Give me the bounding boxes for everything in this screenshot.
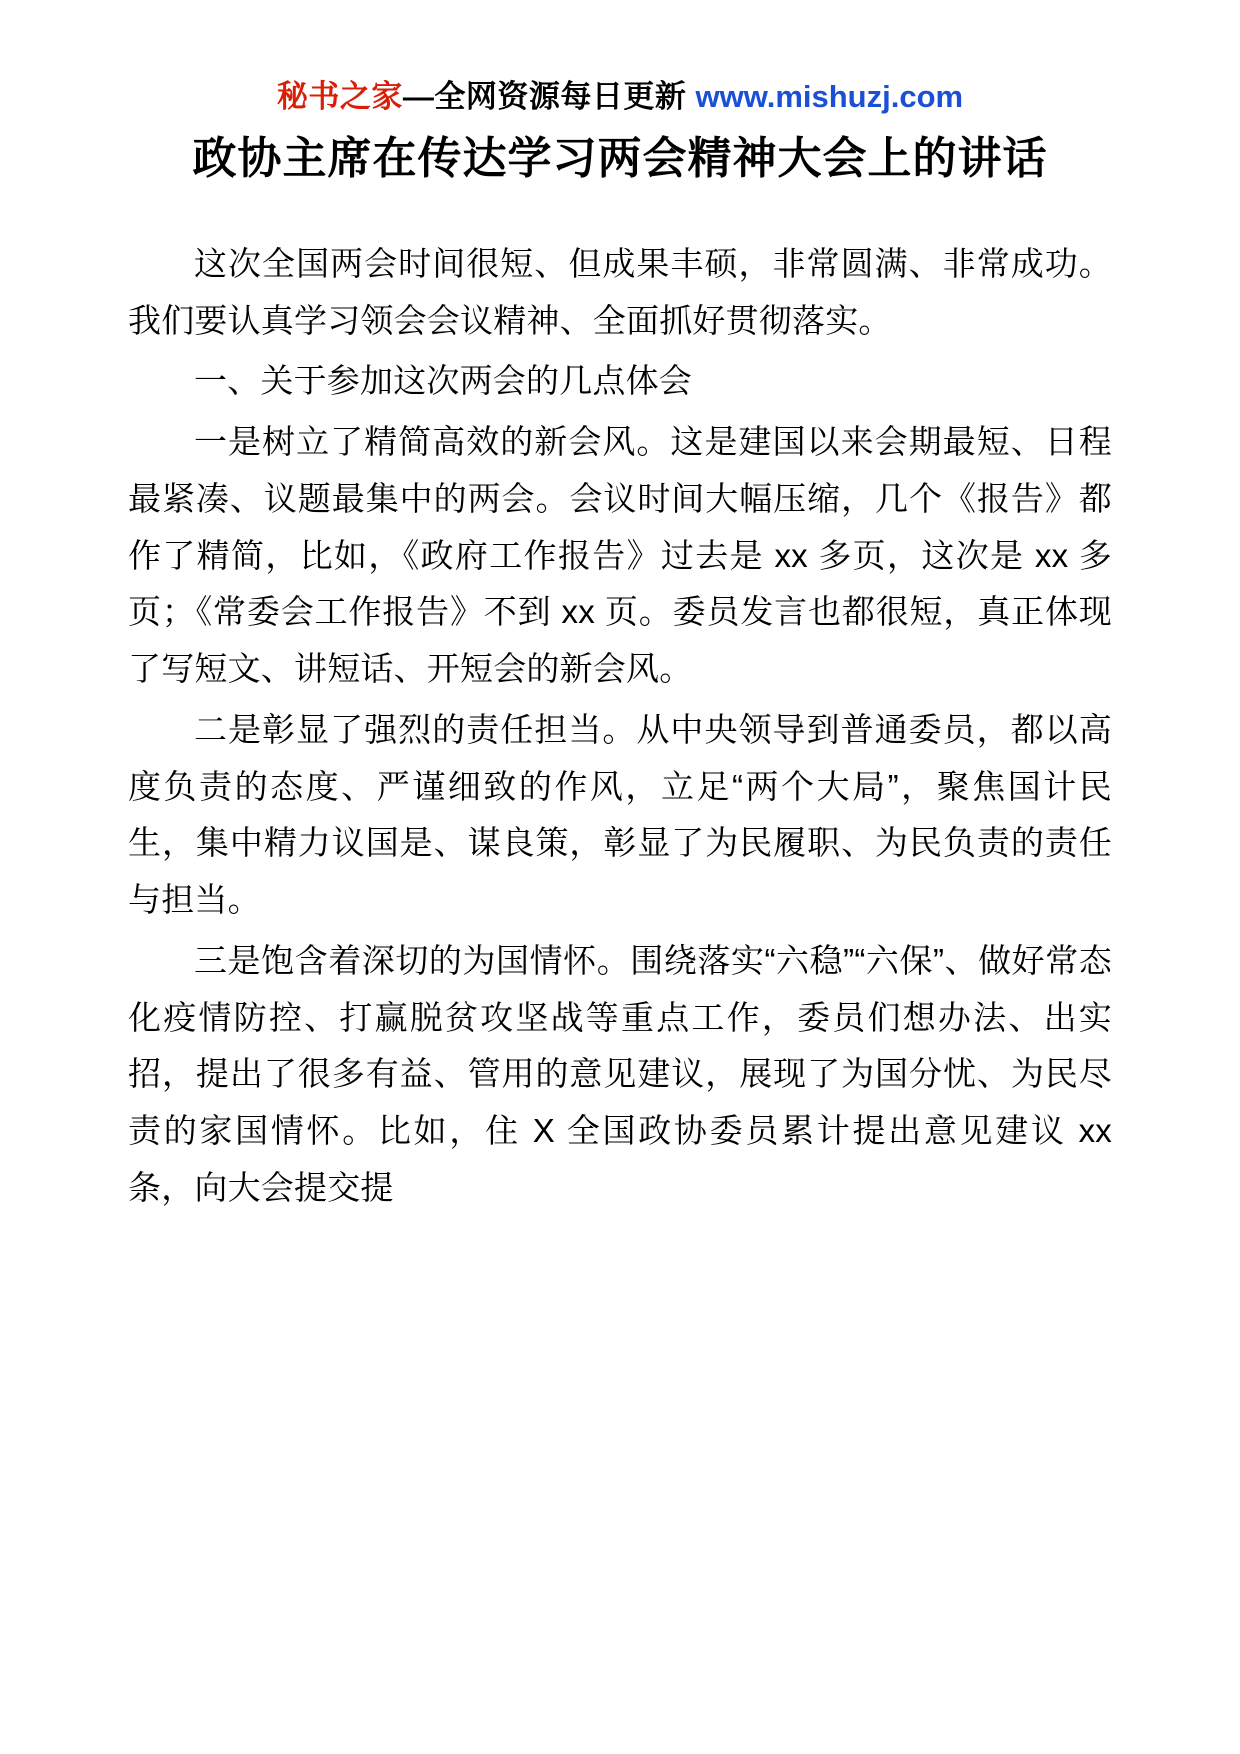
paragraph: 这次全国两会时间很短、但成果丰硕，非常圆满、非常成功。我们要认真学习领会会议精神、全面抓好贯彻落实。 (128, 244, 1112, 339)
paragraph: 一是树立了精简高效的新会风。这是建国以来会期最短、日程最紧凑、议题最集中的两会。会议时间大幅压缩，几个《报告》都作了精简，比如，《政府工作报告》过去是 xx 多页，这次是 xx 多页；《常委会工作报告》不到 xx 页。委员发言也都很短，真正体现了写短文、讲短话、开短会的新会风。 (128, 423, 1112, 688)
paragraph: 二是彰显了强烈的责任担当。从中央领导到普通委员，都以高度负责的态度、严谨细致的作风，立足“两个大局”，聚焦国计民生，集中精力议国是、谋良策，彰显了为民履职、为民负责的责任与担当。 (128, 710, 1112, 919)
document-body (128, 236, 1112, 1217)
site-banner (128, 78, 1112, 115)
site-tagline: —全网资源每日更新 (402, 79, 687, 114)
paragraph: 三是饱含着深切的为国情怀。围绕落实“六稳”“六保”、做好常态化疫情防控、打赢脱贫攻坚战等重点工作，委员们想办法、出实招，提出了很多有益、管用的意见建议，展现了为国分忧、为民尽责的家国情怀。比如，住 X 全国政协委员累计提出意见建议 xx 条，向大会提交提 (128, 941, 1112, 1206)
section-heading-one: 一、关于参加这次两会的几点体会 (194, 362, 692, 400)
site-url[interactable]: www.mishuzj.com (695, 79, 964, 114)
site-brand: 秘书之家 (276, 79, 403, 114)
page-title: 政协主席在传达学习两会精神大会上的讲话 (192, 134, 1048, 184)
